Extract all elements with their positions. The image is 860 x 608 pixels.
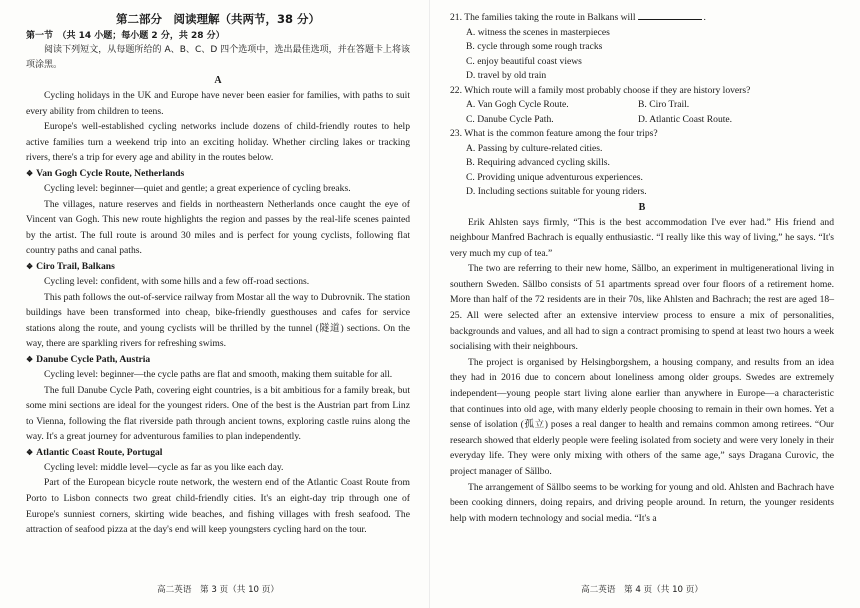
- passage-paragraph: The two are referring to their new home, Sällbo, an experiment in multigenerational living in southern Sweden. Sällbo consists of 51 apartments spread over four floors of a retirement home. More than half of the 72 residents are in their 70s, like Ahlsten and Bachrach; the rest are aged 18–25. All were selected after an extensive interview process to ensure a mix of personalities, backgrounds and values, and all had to sign a contract promising to spend at least two hours a week socialising with their neighbours.: [450, 263, 834, 353]
- option-c: C. Providing unique adventurous experiences.: [466, 171, 643, 183]
- option-c: C. enjoy beautiful coast views: [466, 55, 582, 67]
- route-heading: [26, 352, 410, 367]
- question-23: [450, 127, 834, 200]
- route-heading: [26, 166, 410, 181]
- option-a: A. witness the scenes in masterpieces: [466, 26, 610, 38]
- stem-end: .: [703, 12, 706, 23]
- option-d: D. Including sections suitable for young riders.: [466, 186, 647, 197]
- route-description: Part of the European bicycle route network, the western end of the Atlantic Coast Route from Porto to Lisbon connects two great child-friendly cities. It's an eight-day trip through one of Europe's sunniest corners, skirting wide beaches, and fishing villages with fresh seafood. The attraction of seafood pizza at the day's end will keep youngsters cycling hard on the tour.: [26, 477, 410, 536]
- page-footer-right: 高二英语 第 4 页（共 10 页）: [581, 585, 703, 595]
- diamond-bullet-icon: ❖: [26, 447, 34, 457]
- route-section: [26, 166, 410, 259]
- page-footer-left: 高二英语 第 3 页（共 10 页）: [157, 585, 279, 595]
- option-a: A. Passing by culture-related cities.: [466, 142, 603, 154]
- option-c: C. Danube Cycle Path.: [466, 113, 554, 125]
- option-row: [450, 113, 834, 128]
- page-fold-divider: [429, 0, 430, 608]
- question-22: [450, 84, 834, 128]
- passage-paragraph: The project is organised by Helsingborgshem, a housing company, and results from an idea they had in 2016 due to concern about loneliness among older groups. Swedes are extremely independent—young people start living alone earlier than anywhere in Europe—a characteristic that continues into old age, with many elderly people choosing to remain in their own homes. Yet a sense of isolation (孤立) poses a real danger to health and remains common among retirees. “Our research showed that elderly people were feeling isolated from society and were very lonely in their everyday life. They were only mixing with others of the same age,” says Dragana Curovic, the project manager of Sällbo.: [450, 356, 834, 477]
- diamond-bullet-icon: ❖: [26, 168, 34, 178]
- route-level: Cycling level: beginner—the cycle paths are flat and smooth, making them suitable for all.: [44, 368, 393, 380]
- intro-paragraph: Europe's well-established cycling networks include dozens of child-friendly routes to help active families turn a weekend trip into an exciting holiday. Whether circling lakes or tracking rivers, there's a trip for every age and ability in the routes below.: [26, 121, 410, 164]
- option-d: D. Atlantic Coast Route.: [638, 113, 733, 125]
- option-b: B. Requiring advanced cycling skills.: [466, 157, 610, 168]
- route-description: The full Danube Cycle Path, covering eight countries, is a bit ambitious for a family break, but some mini sections are ideal for the youngest riders. One of the best is the Austrian part from Linz to Vienna, following the flat riverside path through ancient towns, exploring castle ruins along the way. It's a great journey for adventurous families to plan independently.: [26, 384, 410, 443]
- left-page: [26, 0, 410, 538]
- route-section: [26, 352, 410, 445]
- route-name: Van Gogh Cycle Route, Netherlands: [36, 167, 185, 179]
- question-stem: 22. Which route will a family most probably choose if they are history lovers?: [450, 84, 751, 96]
- passage-label-a: A: [214, 75, 222, 86]
- part-title: 第二部分 阅读理解（共两节，38 分）: [115, 12, 320, 26]
- passage-paragraph: The arrangement of Sällbo seems to be working for young and old. Ahlsten and Bachrach have been cooking dinners, doing repairs, and driving people around. In return, the younger residents help with modern technology and social media. “It's a: [450, 481, 834, 524]
- instructions: 阅读下列短文，从每题所给的 A、B、C、D 四个选项中，选出最佳选项，并在答题卡上将该项涂黑。: [26, 45, 410, 70]
- option-b: B. Ciro Trail.: [638, 99, 690, 110]
- section-title: 第一节 （共 14 小题；每小题 2 分，共 28 分）: [26, 31, 225, 41]
- passage-label-b: B: [638, 201, 646, 213]
- route-description: The villages, nature reserves and fields in northeastern Netherlands once caught the eye of Vincent van Gogh. This new route highlights the region and passes by the real-life scenes painted by the artist. The full route is around 30 miles and is perfect for young cyclists, following flat country paths and canal paths.: [26, 198, 410, 257]
- answer-blank: [638, 9, 702, 20]
- question-stem: [450, 9, 834, 26]
- route-name: Danube Cycle Path, Austria: [36, 353, 151, 365]
- route-level: Cycling level: confident, with some hills and a few off-road sections.: [44, 275, 310, 287]
- question-stem: 23. What is the common feature among the four trips?: [450, 128, 658, 139]
- right-page: [450, 0, 834, 526]
- passage-paragraph: Erik Ahlsten says firmly, “This is the best accommodation I've ever had.” His friend and neighbour Manfred Bachrach is equally enthusiastic. “I really like this way of living,” he says. “It's very much my cup of tea.”: [450, 216, 834, 259]
- diamond-bullet-icon: ❖: [26, 261, 34, 271]
- route-section: [26, 259, 410, 352]
- option-a: A. Van Gogh Cycle Route.: [466, 99, 569, 110]
- option-b: B. cycle through some rough tracks: [466, 41, 603, 52]
- route-section: [26, 445, 410, 538]
- route-level: Cycling level: middle level—cycle as far as you like each day.: [44, 461, 284, 473]
- question-21: [450, 9, 834, 84]
- route-name: Ciro Trail, Balkans: [36, 260, 115, 272]
- stem-text: 21. The families taking the route in Balkans will: [450, 12, 636, 23]
- option-row: [450, 98, 834, 113]
- route-level: Cycling level: beginner—quiet and gentle; a great experience of cycling breaks.: [44, 182, 351, 194]
- route-heading: [26, 445, 410, 460]
- route-heading: [26, 259, 410, 274]
- route-name: Atlantic Coast Route, Portugal: [36, 446, 163, 458]
- route-description: This path follows the out-of-service railway from Mostar all the way to Dubrovnik. The station buildings have been transformed into cheap, bike-friendly guesthouses and cafes for service stations along the route, and young cyclists will be thrilled by the tunnel (隧道) sections. On the way, there are sparkling rivers for refreshing swims.: [26, 291, 410, 350]
- option-d: D. travel by old train: [466, 70, 547, 81]
- intro-paragraph: Cycling holidays in the UK and Europe have never been easier for families, with paths to suit every ability from children to teens.: [26, 90, 410, 117]
- diamond-bullet-icon: ❖: [26, 354, 34, 364]
